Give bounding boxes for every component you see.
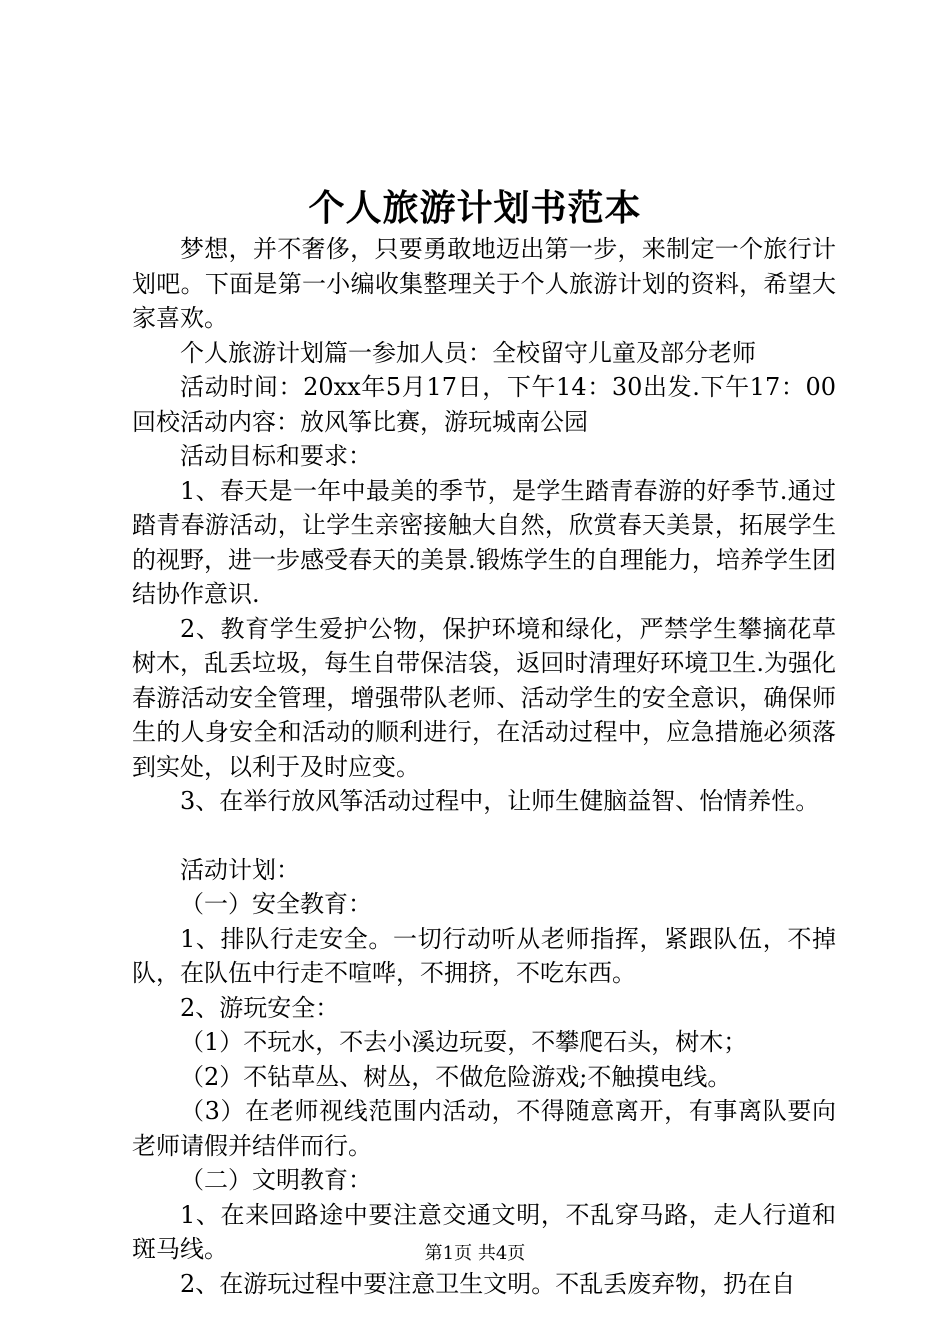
- paragraph-goal-1: 1、春天是一年中最美的季节，是学生踏青春游的好季节.通过踏青春游活动，让学生亲密接触大自然，欣赏春天美景，拓展学生的视野，进一步感受春天的美景.锻炼学生的自理能力，培养学生团结协作意识.: [132, 476, 836, 608]
- paragraph-goals-heading: 活动目标和要求：: [180, 442, 372, 470]
- paragraph-plan-heading: 活动计划：: [180, 855, 300, 884]
- paragraph-civility-heading: （二）文明教育：: [180, 1166, 372, 1194]
- paragraph-safety-2-3: （3）在老师视线范围内活动，不得随意离开，有事离队要向老师请假并结伴而行。: [132, 1097, 836, 1160]
- paragraph-goal-2: 2、教育学生爱护公物，保护环境和绿化，严禁学生攀摘花草树木，乱丢垃圾，每生自带保洁袋，返回时清理好环境卫生.为强化春游活动安全管理，增强带队老师、活动学生的安全意识，确保师生的人身安全和活动的顺利进行，在活动过程中，应急措施必须落到实处，以利于及时应变。: [132, 614, 836, 781]
- document-title: 个人旅游计划书范本: [308, 187, 642, 229]
- paragraph-intro: 梦想，并不奢侈，只要勇敢地迈出第一步，来制定一个旅行计划吧。下面是第一小编收集整理关于个人旅游计划的资料，希望大家喜欢。: [132, 235, 836, 332]
- page-number-footer: 第1页 共4页: [424, 1243, 526, 1264]
- paragraph-civility-1: 1、在来回路途中要注意交通文明，不乱穿马路，走人行道和斑马线。: [132, 1200, 836, 1263]
- document-body: [132, 232, 836, 1301]
- paragraph-safety-2-2: （2）不钻草丛、树丛，不做危险游戏;不触摸电线。: [180, 1062, 732, 1091]
- paragraph-safety-1: 1、排队行走安全。一切行动听从老师指挥，紧跟队伍，不掉队，在队伍中行走不喧哗，不拥挤，不吃东西。: [132, 924, 836, 987]
- paragraph-civility-2: 2、在游玩过程中要注意卫生文明。不乱丢废弃物，扔在自: [180, 1269, 796, 1298]
- paragraph-time: 活动时间：20xx年5月17日，下午14：30出发.下午17：00回校活动内容：放风筝比赛，游玩城南公园: [132, 373, 836, 436]
- paragraph-safety-2-1: （1）不玩水，不去小溪边玩耍，不攀爬石头，树木；: [180, 1028, 748, 1056]
- paragraph-safety-heading: （一）安全教育：: [180, 890, 372, 918]
- paragraph-goal-3: 3、在举行放风筝活动过程中，让师生健脑益智、怡情养性。: [180, 787, 820, 815]
- paragraph-participants: 个人旅游计划篇一参加人员：全校留守儿童及部分老师: [180, 338, 756, 367]
- paragraph-safety-2: 2、游玩安全：: [180, 993, 340, 1022]
